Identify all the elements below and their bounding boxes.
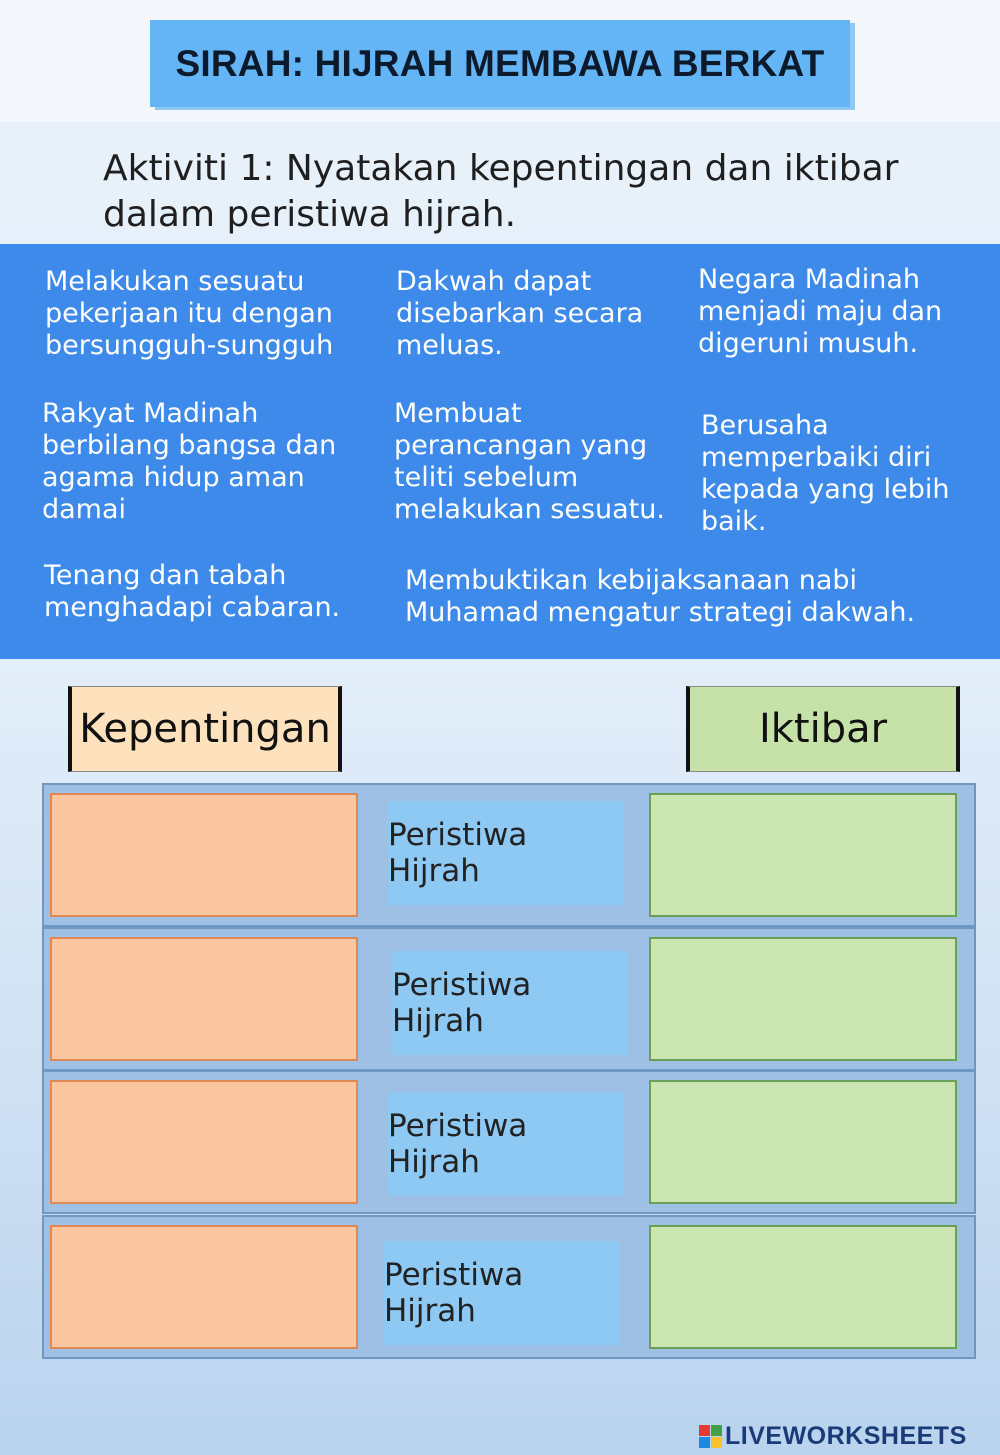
iktibar-dropzone-4[interactable] bbox=[649, 1225, 957, 1349]
iktibar-dropzone-3[interactable] bbox=[649, 1080, 957, 1204]
activity-line-1: Aktiviti 1: Nyatakan kepentingan dan iktibar bbox=[103, 148, 899, 189]
answer-tile-8[interactable]: Membuktikan kebijaksanaan nabi Muhamad mengatur strategi dakwah. bbox=[405, 565, 916, 628]
activity-instruction bbox=[103, 146, 923, 238]
brand-name: LIVEWORKSHEETS bbox=[725, 1421, 967, 1450]
answer-tile-1[interactable]: Melakukan sesuatu pekerjaan itu dengan bersungguh-sungguh bbox=[45, 266, 334, 361]
iktibar-dropzone-2[interactable] bbox=[649, 937, 957, 1061]
title-bar bbox=[150, 20, 850, 107]
liveworksheets-logo-icon bbox=[699, 1425, 722, 1448]
iktibar-header: Iktibar bbox=[686, 686, 960, 772]
answer-tile-3[interactable]: Negara Madinah menjadi maju dan digeruni musuh. bbox=[698, 264, 943, 359]
iktibar-dropzone-1[interactable] bbox=[649, 793, 957, 917]
match-row-3 bbox=[42, 1070, 976, 1214]
page-title: SIRAH: HIJRAH MEMBAWA BERKAT bbox=[175, 42, 825, 84]
answer-tile-6[interactable]: Berusaha memperbaiki diri kepada yang lebih baik. bbox=[701, 410, 950, 537]
answer-bank bbox=[0, 244, 1000, 659]
match-row-4 bbox=[42, 1215, 976, 1359]
event-label-2: Peristiwa Hijrah bbox=[392, 951, 628, 1055]
event-label-3: Peristiwa Hijrah bbox=[388, 1092, 624, 1196]
answer-tile-2[interactable]: Dakwah dapat disebarkan secara meluas. bbox=[396, 266, 644, 361]
answer-tile-7[interactable]: Tenang dan tabah menghadapi cabaran. bbox=[44, 560, 341, 623]
liveworksheets-brand[interactable] bbox=[699, 1419, 967, 1453]
match-row-2 bbox=[42, 927, 976, 1071]
kepentingan-header: Kepentingan bbox=[68, 686, 342, 772]
match-row-1 bbox=[42, 783, 976, 927]
kepentingan-dropzone-4[interactable] bbox=[50, 1225, 358, 1349]
kepentingan-dropzone-3[interactable] bbox=[50, 1080, 358, 1204]
event-label-1: Peristiwa Hijrah bbox=[388, 801, 624, 905]
kepentingan-dropzone-1[interactable] bbox=[50, 793, 358, 917]
event-label-4: Peristiwa Hijrah bbox=[384, 1241, 620, 1345]
activity-line-2: dalam peristiwa hijrah. bbox=[103, 194, 517, 235]
answer-tile-5[interactable]: Membuat perancangan yang teliti sebelum melakukan sesuatu. bbox=[394, 398, 665, 525]
answer-tile-4[interactable]: Rakyat Madinah berbilang bangsa dan agama hidup aman damai bbox=[42, 398, 337, 525]
kepentingan-dropzone-2[interactable] bbox=[50, 937, 358, 1061]
